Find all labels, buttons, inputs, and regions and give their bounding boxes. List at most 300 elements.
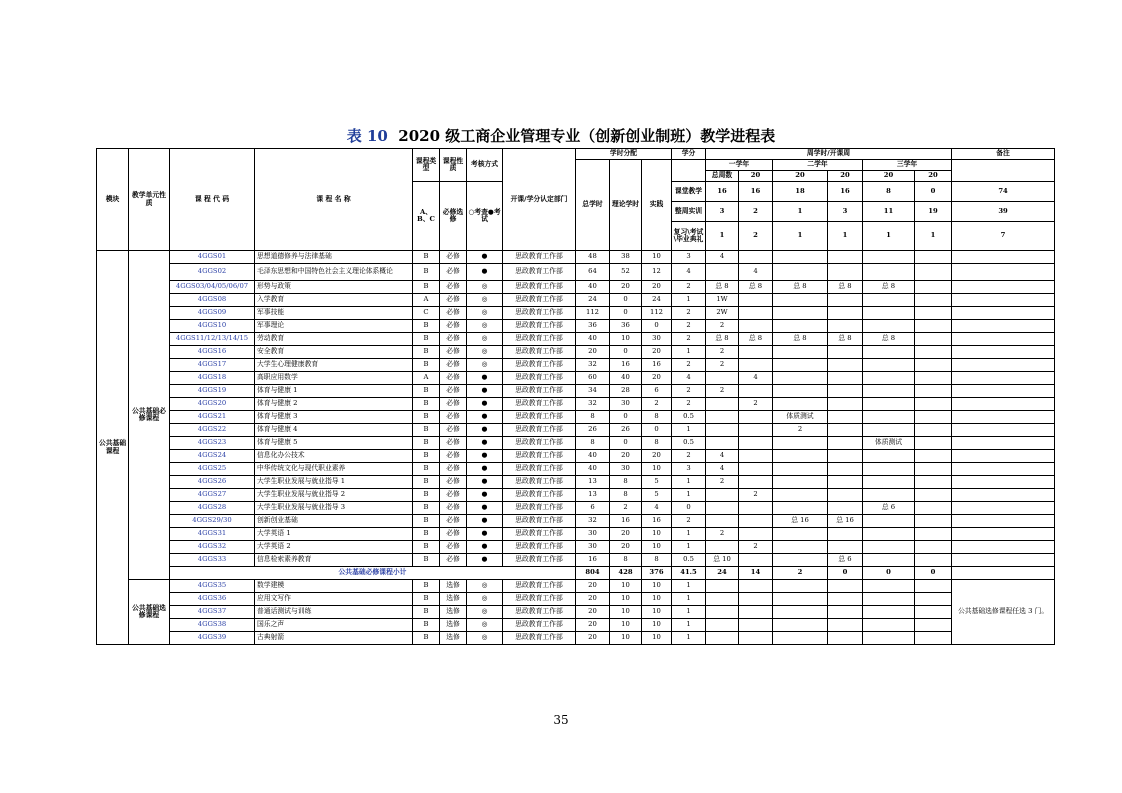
week-s3 <box>773 580 828 593</box>
course-nature: 必修 <box>440 320 467 333</box>
department: 思政教育工作部 <box>503 463 576 476</box>
week-s2 <box>739 528 773 541</box>
practice-hours: 10 <box>642 528 672 541</box>
practice-hours: 10 <box>642 632 672 645</box>
exam-method: ● <box>467 463 503 476</box>
credit: 2 <box>672 281 706 294</box>
practice-hours: 2 <box>642 398 672 411</box>
week-s4 <box>828 437 863 450</box>
practice-hours: 5 <box>642 489 672 502</box>
total-hours: 48 <box>576 251 610 264</box>
department: 思政教育工作部 <box>503 528 576 541</box>
course-code: 4GGS22 <box>170 424 255 437</box>
class-weeks-label: 课堂教学 <box>672 182 706 202</box>
department: 思政教育工作部 <box>503 264 576 281</box>
week-s2 <box>739 437 773 450</box>
credit: 1 <box>672 294 706 307</box>
week-s2 <box>739 424 773 437</box>
week-s2: 2 <box>739 541 773 554</box>
course-name: 体育与健康 5 <box>255 437 413 450</box>
department: 思政教育工作部 <box>503 372 576 385</box>
week-s3 <box>773 606 828 619</box>
header-type: 课程类型 <box>413 149 440 182</box>
course-type: B <box>413 476 440 489</box>
class-weeks-s2: 16 <box>739 182 773 202</box>
header-credit: 学分 <box>672 149 706 160</box>
theory-hours: 10 <box>610 593 642 606</box>
course-nature: 必修 <box>440 541 467 554</box>
credit: 2 <box>672 515 706 528</box>
elective-remark: 公共基础选修课程任选 3 门。 <box>952 580 1055 645</box>
course-type: A <box>413 294 440 307</box>
course-nature: 选修 <box>440 632 467 645</box>
theory-hours: 26 <box>610 424 642 437</box>
credit: 2 <box>672 307 706 320</box>
course-name: 劳动教育 <box>255 333 413 346</box>
class-weeks-s5: 8 <box>863 182 915 202</box>
week-s2: 2 <box>739 398 773 411</box>
course-name: 大学生职业发展与就业指导 2 <box>255 489 413 502</box>
course-code: 4GGS01 <box>170 251 255 264</box>
remark <box>952 385 1055 398</box>
theory-hours: 30 <box>610 398 642 411</box>
table-row <box>97 593 1055 606</box>
week-s1: 总 8 <box>706 333 739 346</box>
department: 思政教育工作部 <box>503 307 576 320</box>
course-name: 入学教育 <box>255 294 413 307</box>
credit: 1 <box>672 489 706 502</box>
remark <box>952 411 1055 424</box>
practice-hours: 8 <box>642 437 672 450</box>
course-name: 军事理论 <box>255 320 413 333</box>
week-s1: 2 <box>706 528 739 541</box>
total-weeks-s1: 20 <box>739 171 773 182</box>
credit: 1 <box>672 476 706 489</box>
unit-public-elective: 公共基础选修课程 <box>129 580 170 645</box>
week-s5 <box>863 346 915 359</box>
credit: 0.5 <box>672 411 706 424</box>
practice-hours: 20 <box>642 281 672 294</box>
course-code: 4GGS16 <box>170 346 255 359</box>
week-s3 <box>773 264 828 281</box>
theory-hours: 8 <box>610 476 642 489</box>
course-name: 体育与健康 1 <box>255 385 413 398</box>
header-credit-blank <box>672 160 706 182</box>
week-s2 <box>739 251 773 264</box>
total-hours: 36 <box>576 320 610 333</box>
course-code: 4GGS02 <box>170 264 255 281</box>
week-s2 <box>739 593 773 606</box>
week-s6 <box>915 489 952 502</box>
credit: 1 <box>672 619 706 632</box>
review-weeks-label: 复习\考试\毕业典礼 <box>672 222 706 251</box>
week-s4 <box>828 320 863 333</box>
subtotal-total-hours: 804 <box>576 567 610 580</box>
table-row <box>97 515 1055 528</box>
total-weeks-label: 总周数 <box>706 171 739 182</box>
exam-method: ● <box>467 264 503 281</box>
exam-method: ● <box>467 424 503 437</box>
subtotal-s2: 14 <box>739 567 773 580</box>
week-s4 <box>828 580 863 593</box>
week-s1 <box>706 264 739 281</box>
week-s6 <box>915 463 952 476</box>
total-weeks-s5: 20 <box>915 171 952 182</box>
credit: 1 <box>672 580 706 593</box>
exam-method: ◎ <box>467 320 503 333</box>
theory-hours: 10 <box>610 619 642 632</box>
table-row <box>97 580 1055 593</box>
week-s5 <box>863 619 915 632</box>
course-nature: 必修 <box>440 424 467 437</box>
week-s6 <box>915 385 952 398</box>
week-s1: 总 10 <box>706 554 739 567</box>
week-s5 <box>863 541 915 554</box>
week-s6 <box>915 307 952 320</box>
week-s1 <box>706 515 739 528</box>
remark <box>952 437 1055 450</box>
week-s1 <box>706 541 739 554</box>
remark <box>952 251 1055 264</box>
credit: 4 <box>672 264 706 281</box>
exam-method: ● <box>467 398 503 411</box>
total-weeks-s3: 20 <box>828 171 863 182</box>
remark <box>952 489 1055 502</box>
week-s1: 2 <box>706 346 739 359</box>
week-s3: 总 8 <box>773 333 828 346</box>
course-type: B <box>413 264 440 281</box>
course-name: 普通话测试与训练 <box>255 606 413 619</box>
week-s5: 总 8 <box>863 281 915 294</box>
week-s5 <box>863 489 915 502</box>
week-s3 <box>773 359 828 372</box>
course-code: 4GGS25 <box>170 463 255 476</box>
week-s2 <box>739 359 773 372</box>
total-hours: 20 <box>576 606 610 619</box>
theory-hours: 8 <box>610 489 642 502</box>
week-s2 <box>739 411 773 424</box>
week-s4 <box>828 489 863 502</box>
course-type: B <box>413 632 440 645</box>
week-s3 <box>773 346 828 359</box>
table-row <box>97 398 1055 411</box>
week-s3 <box>773 307 828 320</box>
course-code: 4GGS28 <box>170 502 255 515</box>
practice-hours: 6 <box>642 385 672 398</box>
remark <box>952 515 1055 528</box>
class-weeks-s6: 0 <box>915 182 952 202</box>
practice-hours: 20 <box>642 346 672 359</box>
week-s1: 4 <box>706 450 739 463</box>
credit: 1 <box>672 632 706 645</box>
table-row <box>97 528 1055 541</box>
practical-weeks-s5: 11 <box>863 202 915 222</box>
week-s2: 总 8 <box>739 281 773 294</box>
week-s1 <box>706 580 739 593</box>
week-s6 <box>915 632 952 645</box>
course-nature: 必修 <box>440 372 467 385</box>
course-type: B <box>413 606 440 619</box>
week-s1 <box>706 606 739 619</box>
department: 思政教育工作部 <box>503 281 576 294</box>
week-s4 <box>828 528 863 541</box>
week-s2 <box>739 476 773 489</box>
department: 思政教育工作部 <box>503 619 576 632</box>
theory-hours: 20 <box>610 541 642 554</box>
remark <box>952 359 1055 372</box>
unit-public-required: 公共基础必修课程 <box>129 251 170 580</box>
table-row <box>97 541 1055 554</box>
total-hours: 30 <box>576 541 610 554</box>
practice-hours: 16 <box>642 515 672 528</box>
course-nature: 必修 <box>440 359 467 372</box>
exam-method: ◎ <box>467 294 503 307</box>
course-type: B <box>413 515 440 528</box>
department: 思政教育工作部 <box>503 489 576 502</box>
week-s6 <box>915 411 952 424</box>
remark <box>952 424 1055 437</box>
course-name: 大学生职业发展与就业指导 3 <box>255 502 413 515</box>
theory-hours: 10 <box>610 606 642 619</box>
week-s4 <box>828 541 863 554</box>
remark <box>952 502 1055 515</box>
week-s5 <box>863 372 915 385</box>
course-type: B <box>413 554 440 567</box>
total-hours: 13 <box>576 489 610 502</box>
credit: 1 <box>672 528 706 541</box>
total-hours: 20 <box>576 346 610 359</box>
header-module: 模块 <box>97 149 129 251</box>
course-name: 毛泽东思想和中国特色社会主义理论体系概论 <box>255 264 413 281</box>
week-s4 <box>828 385 863 398</box>
week-s6 <box>915 346 952 359</box>
exam-method: ◎ <box>467 619 503 632</box>
total-hours: 20 <box>576 619 610 632</box>
week-s6 <box>915 264 952 281</box>
week-s3 <box>773 528 828 541</box>
credit: 2 <box>672 320 706 333</box>
week-s6 <box>915 619 952 632</box>
header-dept: 开课/学分认定部门 <box>503 149 576 251</box>
week-s2 <box>739 346 773 359</box>
credit: 3 <box>672 251 706 264</box>
review-weeks-s1: 1 <box>706 222 739 251</box>
practical-weeks-s2: 2 <box>739 202 773 222</box>
course-type: B <box>413 411 440 424</box>
exam-method: ◎ <box>467 346 503 359</box>
subtotal-s1: 24 <box>706 567 739 580</box>
total-hours: 40 <box>576 450 610 463</box>
practice-hours: 0 <box>642 424 672 437</box>
practice-hours: 16 <box>642 359 672 372</box>
class-weeks-s1: 16 <box>706 182 739 202</box>
department: 思政教育工作部 <box>503 632 576 645</box>
week-s6 <box>915 251 952 264</box>
course-type: B <box>413 593 440 606</box>
practice-hours: 20 <box>642 372 672 385</box>
week-s3: 总 8 <box>773 281 828 294</box>
remark <box>952 372 1055 385</box>
course-type: B <box>413 398 440 411</box>
practice-hours: 12 <box>642 264 672 281</box>
remark <box>952 346 1055 359</box>
course-type: B <box>413 333 440 346</box>
week-s6 <box>915 398 952 411</box>
practice-hours: 4 <box>642 502 672 515</box>
credit: 2 <box>672 333 706 346</box>
department: 思政教育工作部 <box>503 320 576 333</box>
week-s3 <box>773 437 828 450</box>
total-hours: 60 <box>576 372 610 385</box>
credit: 0.5 <box>672 554 706 567</box>
total-hours: 20 <box>576 593 610 606</box>
course-code: 4GGS26 <box>170 476 255 489</box>
total-hours: 16 <box>576 554 610 567</box>
week-s4: 总 6 <box>828 554 863 567</box>
remark <box>952 320 1055 333</box>
course-code: 4GGS33 <box>170 554 255 567</box>
subtotal-s3: 2 <box>773 567 828 580</box>
course-type: B <box>413 580 440 593</box>
subtotal-practice: 376 <box>642 567 672 580</box>
exam-method: ● <box>467 541 503 554</box>
week-s1: 2 <box>706 320 739 333</box>
week-s5 <box>863 294 915 307</box>
week-s3 <box>773 619 828 632</box>
course-type: B <box>413 489 440 502</box>
week-s2 <box>739 580 773 593</box>
week-s5 <box>863 359 915 372</box>
header-nature: 课程性质 <box>440 149 467 182</box>
department: 思政教育工作部 <box>503 580 576 593</box>
week-s3 <box>773 463 828 476</box>
week-s6 <box>915 372 952 385</box>
course-code: 4GGS32 <box>170 541 255 554</box>
course-name: 中华传统文化与现代职业素养 <box>255 463 413 476</box>
subtotal-s5: 0 <box>863 567 915 580</box>
exam-method: ● <box>467 411 503 424</box>
table-row <box>97 333 1055 346</box>
week-s2 <box>739 502 773 515</box>
course-type: B <box>413 463 440 476</box>
week-s5 <box>863 450 915 463</box>
total-hours: 20 <box>576 580 610 593</box>
theory-hours: 0 <box>610 294 642 307</box>
total-weeks-s2: 20 <box>773 171 828 182</box>
week-s4 <box>828 424 863 437</box>
course-name: 大学英语 2 <box>255 541 413 554</box>
table-row <box>97 411 1055 424</box>
table-number: 表 10 <box>346 127 388 145</box>
table-row <box>97 450 1055 463</box>
week-s5 <box>863 593 915 606</box>
week-s2 <box>739 554 773 567</box>
course-nature: 必修 <box>440 346 467 359</box>
department: 思政教育工作部 <box>503 385 576 398</box>
practice-hours: 20 <box>642 450 672 463</box>
table-row <box>97 606 1055 619</box>
week-s5: 体质测试 <box>863 437 915 450</box>
credit: 0.5 <box>672 437 706 450</box>
practice-hours: 24 <box>642 294 672 307</box>
week-s1 <box>706 619 739 632</box>
course-name: 体育与健康 3 <box>255 411 413 424</box>
week-s5 <box>863 528 915 541</box>
theory-hours: 40 <box>610 372 642 385</box>
week-s6 <box>915 359 952 372</box>
week-s1 <box>706 437 739 450</box>
practical-weeks-s4: 3 <box>828 202 863 222</box>
week-s5 <box>863 411 915 424</box>
theory-hours: 0 <box>610 411 642 424</box>
department: 思政教育工作部 <box>503 437 576 450</box>
course-type: B <box>413 528 440 541</box>
week-s3 <box>773 476 828 489</box>
course-name: 数学建模 <box>255 580 413 593</box>
table-row <box>97 372 1055 385</box>
week-s2 <box>739 320 773 333</box>
course-type: A <box>413 372 440 385</box>
remark <box>952 541 1055 554</box>
theory-hours: 30 <box>610 463 642 476</box>
course-name: 形势与政策 <box>255 281 413 294</box>
course-name: 体育与健康 4 <box>255 424 413 437</box>
week-s5: 总 6 <box>863 502 915 515</box>
course-name: 国乐之声 <box>255 619 413 632</box>
course-name: 思想道德修养与法律基础 <box>255 251 413 264</box>
remark <box>952 264 1055 281</box>
week-s4 <box>828 346 863 359</box>
practical-weeks-s6: 19 <box>915 202 952 222</box>
total-hours: 26 <box>576 424 610 437</box>
exam-method: ◎ <box>467 632 503 645</box>
week-s4 <box>828 398 863 411</box>
week-s1: 4 <box>706 251 739 264</box>
department: 思政教育工作部 <box>503 398 576 411</box>
week-s3 <box>773 320 828 333</box>
practical-weeks-total: 39 <box>952 202 1055 222</box>
exam-method: ◎ <box>467 307 503 320</box>
course-type: B <box>413 281 440 294</box>
subtotal-theory: 428 <box>610 567 642 580</box>
week-s5 <box>863 554 915 567</box>
course-nature: 选修 <box>440 606 467 619</box>
course-code: 4GGS29/30 <box>170 515 255 528</box>
course-type: B <box>413 251 440 264</box>
week-s6 <box>915 476 952 489</box>
review-weeks-s6: 1 <box>915 222 952 251</box>
theory-hours: 8 <box>610 554 642 567</box>
week-s6 <box>915 281 952 294</box>
department: 思政教育工作部 <box>503 346 576 359</box>
week-s4: 总 8 <box>828 333 863 346</box>
exam-method: ● <box>467 515 503 528</box>
remark <box>952 398 1055 411</box>
week-s5 <box>863 251 915 264</box>
week-s2 <box>739 515 773 528</box>
header-remark-blank <box>952 160 1055 182</box>
week-s2: 4 <box>739 372 773 385</box>
week-s4 <box>828 264 863 281</box>
header-total-hours: 总学时 <box>576 160 610 251</box>
table-title <box>0 126 1122 146</box>
header-year2: 二学年 <box>773 160 863 171</box>
week-s3 <box>773 294 828 307</box>
department: 思政教育工作部 <box>503 294 576 307</box>
department: 思政教育工作部 <box>503 541 576 554</box>
week-s5 <box>863 307 915 320</box>
week-s4: 总 16 <box>828 515 863 528</box>
